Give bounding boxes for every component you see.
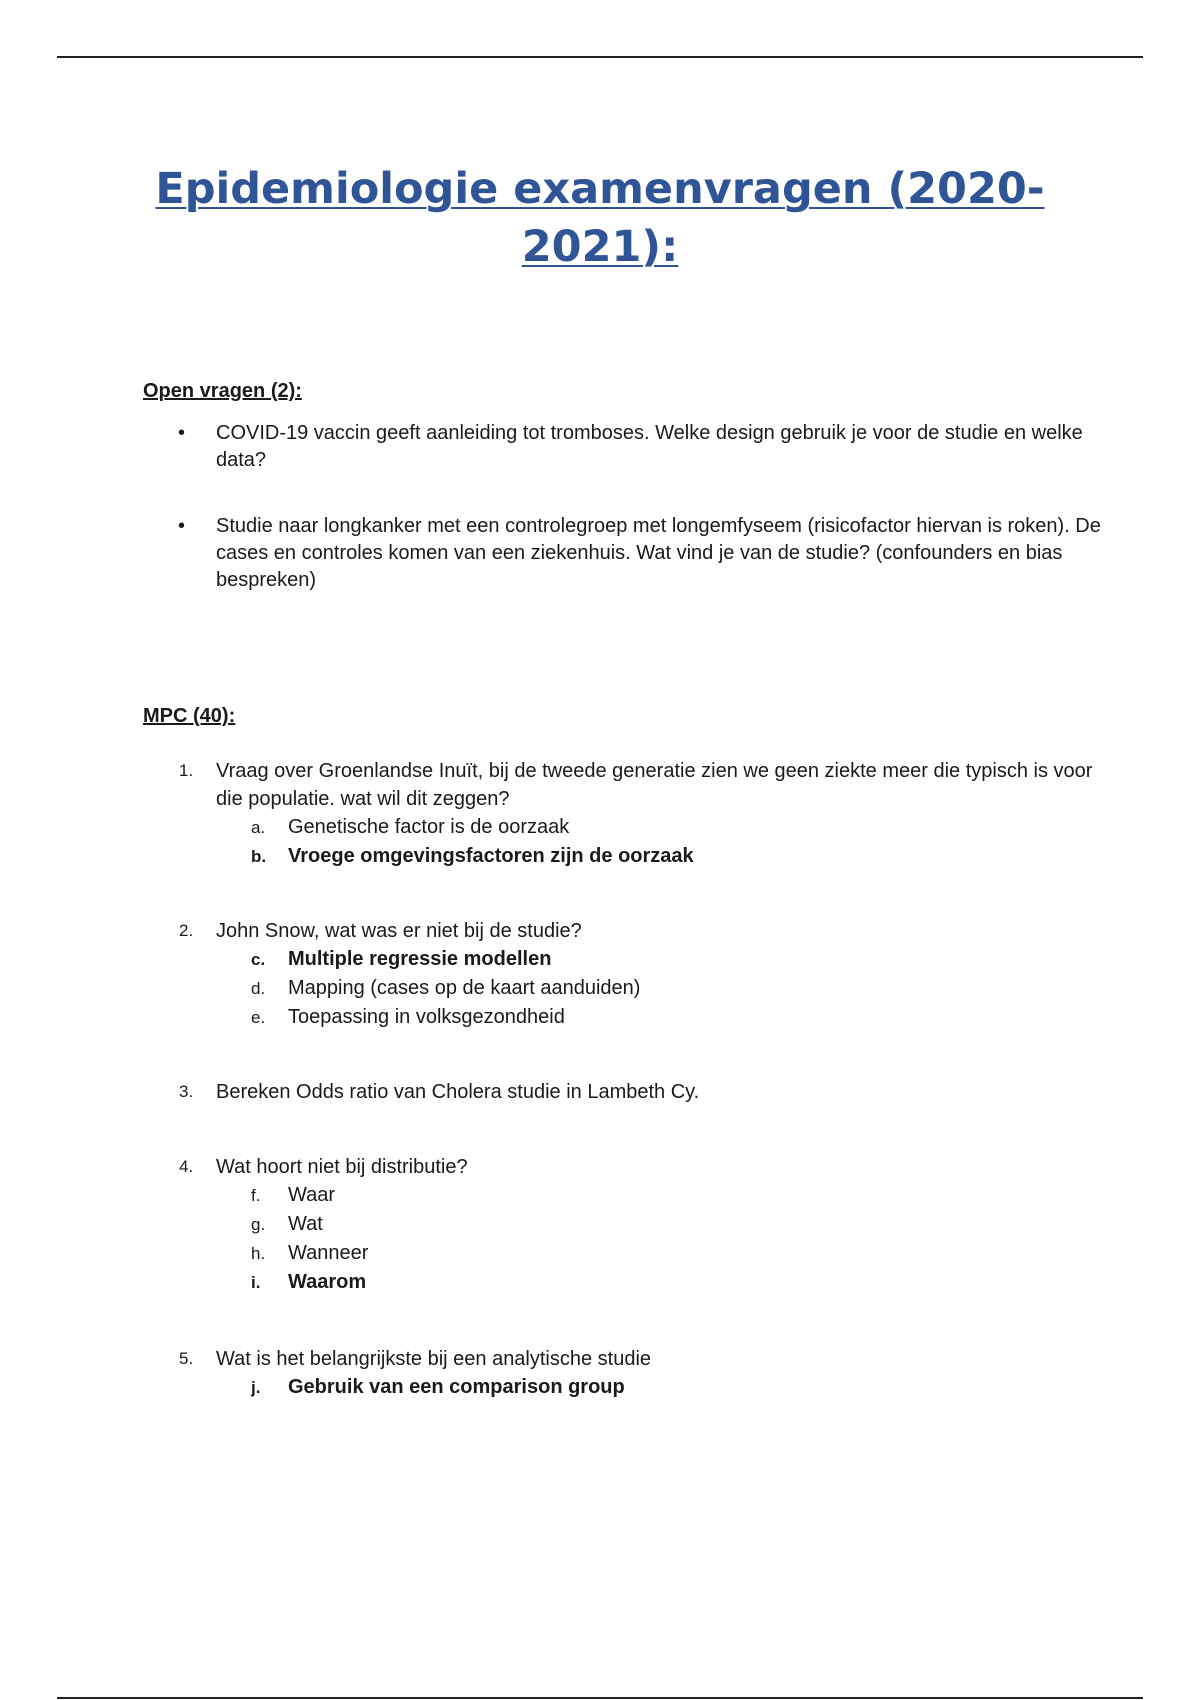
option-letter: j. (251, 1378, 261, 1397)
answer-option (251, 813, 1103, 842)
bullet-icon: • (178, 422, 186, 444)
answer-option-correct (251, 842, 1103, 871)
option-letter: e. (251, 1008, 266, 1027)
option-letter: d. (251, 979, 266, 998)
option-text: Vroege omgevingsfactoren zijn de oorzaak (288, 845, 694, 867)
question-number: 2. (179, 921, 194, 940)
answer-option-correct (251, 945, 1103, 974)
open-questions-heading: Open vragen (2): (143, 380, 302, 402)
open-question-2 (143, 513, 1103, 594)
mpc-question-4 (143, 1153, 1103, 1297)
option-text: Waar (288, 1184, 336, 1206)
answer-option (251, 1003, 1103, 1032)
option-letter: c. (251, 950, 266, 969)
bottom-rule (57, 1697, 1143, 1699)
option-text: Toepassing in volksgezondheid (288, 1006, 565, 1028)
mpc-question-5 (143, 1345, 1103, 1402)
option-text: Waarom (288, 1271, 367, 1293)
question-text: Wat hoort niet bij distributie? (216, 1156, 468, 1178)
question-number: 3. (179, 1082, 194, 1101)
answer-option (251, 1181, 1103, 1210)
open-question-1 (143, 420, 1103, 474)
answer-option-correct (251, 1373, 1103, 1402)
option-text: Gebruik van een comparison group (288, 1376, 625, 1398)
question-text: John Snow, wat was er niet bij de studie? (216, 920, 582, 942)
answer-option (251, 1210, 1103, 1239)
option-text: Mapping (cases op de kaart aanduiden) (288, 977, 641, 999)
page-title: Epidemiologie examenvragen (2020-2021): (155, 164, 1045, 272)
question-text: Wat is het belangrijkste bij een analytische studie (216, 1348, 652, 1370)
question-text: Vraag over Groenlandse Inuït, bij de tweede generatie zien we geen ziekte meer die typisch is voor die populatie. wat wil dit zeggen? (216, 760, 1093, 810)
open-question-text: Studie naar longkanker met een controlegroep met longemfyseem (risicofactor hiervan is roken). De cases en controles komen van een ziekenhuis. Wat vind je van de studie? (confounders en bias bespreken) (216, 515, 1101, 591)
answer-option (251, 1239, 1103, 1268)
option-letter: a. (251, 818, 266, 837)
mpc-question-1 (143, 757, 1103, 871)
option-letter: g. (251, 1215, 266, 1234)
option-letter: b. (251, 847, 267, 866)
open-question-text: COVID-19 vaccin geeft aanleiding tot tromboses. Welke design gebruik je voor de studie en welke data? (216, 422, 1083, 471)
answer-option (251, 974, 1103, 1003)
option-text: Wat (288, 1213, 323, 1235)
mpc-heading: MPC (40): (143, 705, 236, 727)
mpc-question-2 (143, 917, 1103, 1032)
option-letter: h. (251, 1244, 266, 1263)
question-number: 4. (179, 1157, 194, 1176)
bullet-icon: • (178, 515, 186, 537)
option-text: Genetische factor is de oorzaak (288, 816, 570, 838)
option-letter: i. (251, 1273, 261, 1292)
option-text: Multiple regressie modellen (288, 948, 552, 970)
question-number: 5. (179, 1349, 194, 1368)
answer-option-correct (251, 1268, 1103, 1297)
top-rule (57, 56, 1143, 58)
option-letter: f. (251, 1186, 261, 1205)
option-text: Wanneer (288, 1242, 369, 1264)
question-number: 1. (179, 761, 194, 780)
question-text: Bereken Odds ratio van Cholera studie in Lambeth Cy. (216, 1081, 700, 1103)
mpc-question-3 (143, 1078, 1103, 1106)
